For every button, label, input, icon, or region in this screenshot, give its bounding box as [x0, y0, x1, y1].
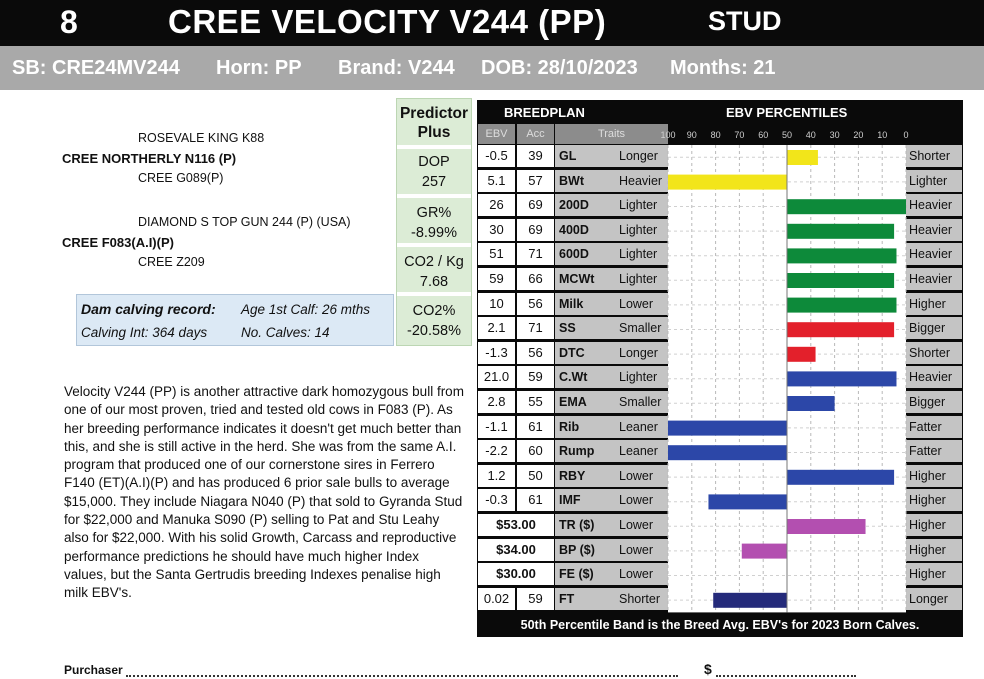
percentile-bar — [787, 273, 894, 288]
pedigree-dam: CREE F083(A.I)(P) — [62, 235, 174, 250]
percentile-bar — [787, 371, 896, 386]
col-traits: Traits — [555, 124, 668, 144]
lot-header — [0, 0, 984, 46]
trait-low-label: Lighter — [609, 194, 668, 216]
scale-tick-label: 10 — [877, 130, 888, 140]
stud-label: STUD — [708, 6, 782, 36]
trait-high-label: Fatter — [906, 440, 962, 462]
trait-high-label: Shorter — [906, 145, 962, 167]
purchaser-line — [126, 675, 678, 677]
price-label: $ — [704, 661, 712, 677]
trait-low-label: Lower — [609, 563, 668, 585]
trait-low-label: Lower — [609, 489, 668, 511]
ebv-value: 59 — [478, 268, 515, 290]
accuracy-value: 57 — [517, 170, 554, 192]
percentile-bar — [742, 544, 787, 559]
trait-name: EMA — [555, 391, 609, 413]
info-bar — [0, 46, 984, 90]
sb-number: SB: CRE24MV244 — [12, 57, 180, 79]
trait-high-label: Lighter — [906, 170, 962, 192]
co2-kg-cell: CO2 / Kg 7.68 — [397, 247, 471, 292]
trait-high-label: Fatter — [906, 416, 962, 438]
predictor-plus-panel — [396, 98, 472, 346]
percentile-bar — [787, 470, 894, 485]
ebv-value: 30 — [478, 219, 515, 241]
scale-tick-label: 100 — [660, 130, 676, 140]
dam-record-title: Dam calving record: — [81, 301, 216, 317]
scale-tick-label: 80 — [710, 130, 721, 140]
scale-tick-label: 30 — [829, 130, 840, 140]
ebv-value: -0.5 — [478, 145, 515, 167]
trait-low-label: Leaner — [609, 440, 668, 462]
trait-high-label: Heavier — [906, 366, 962, 388]
trait-name: IMF — [555, 489, 609, 511]
scale-tick-label: 40 — [805, 130, 816, 140]
percentile-bar — [787, 519, 866, 534]
trait-low-label: Lower — [609, 539, 668, 561]
pedigree-sire: CREE NORTHERLY N116 (P) — [62, 151, 237, 166]
trait-name: SS — [555, 317, 609, 339]
accuracy-value: 56 — [517, 293, 554, 315]
trait-high-label: Heavier — [906, 219, 962, 241]
trait-low-label: Lower — [609, 465, 668, 487]
trait-low-label: Shorter — [609, 588, 668, 610]
trait-high-label: Longer — [906, 588, 962, 610]
index-value: $30.00 — [478, 563, 554, 585]
percentile-bar — [787, 396, 835, 411]
accuracy-value: 50 — [517, 465, 554, 487]
accuracy-value: 39 — [517, 145, 554, 167]
trait-name: FT — [555, 588, 609, 610]
trait-low-label: Longer — [609, 145, 668, 167]
trait-name: TR ($) — [555, 514, 609, 536]
ebv-value: -2.2 — [478, 440, 515, 462]
lot-number: 8 — [60, 4, 78, 40]
accuracy-value: 71 — [517, 317, 554, 339]
accuracy-value: 66 — [517, 268, 554, 290]
trait-name: 400D — [555, 219, 609, 241]
dam-calving-record — [76, 294, 394, 346]
trait-name: BWt — [555, 170, 609, 192]
trait-low-label: Lower — [609, 514, 668, 536]
percentiles-label: EBV PERCENTILES — [726, 105, 848, 120]
trait-name: 200D — [555, 194, 609, 216]
percentile-bar — [787, 199, 906, 214]
scale-tick-label: 50 — [781, 130, 793, 140]
trait-low-label: Lighter — [609, 243, 668, 265]
col-acc: Acc — [517, 124, 554, 144]
scale-tick-label: 60 — [758, 130, 769, 140]
pedigree-sire-sire: ROSEVALE KING K88 — [138, 131, 265, 145]
age-first-calf: Age 1st Calf: 26 mths — [241, 302, 371, 317]
pedigree-sire-dam: CREE G089(P) — [138, 171, 224, 185]
scale-tick-label: 0 — [903, 130, 909, 140]
accuracy-value: 60 — [517, 440, 554, 462]
trait-name: DTC — [555, 342, 609, 364]
scale-tick-label: 70 — [734, 130, 745, 140]
accuracy-value: 71 — [517, 243, 554, 265]
ebv-value: 51 — [478, 243, 515, 265]
age-months: Months: 21 — [670, 57, 776, 79]
trait-low-label: Leaner — [609, 416, 668, 438]
percentile-bar — [787, 224, 894, 239]
index-value: $53.00 — [478, 514, 554, 536]
col-ebv: EBV — [478, 124, 515, 144]
bull-name: CREE VELOCITY V244 (PP) — [168, 3, 607, 40]
accuracy-value: 56 — [517, 342, 554, 364]
ebv-value: 2.1 — [478, 317, 515, 339]
trait-name: C.Wt — [555, 366, 609, 388]
trait-low-label: Heavier — [609, 170, 668, 192]
ebv-value: -1.1 — [478, 416, 515, 438]
index-value: $34.00 — [478, 539, 554, 561]
trait-name: FE ($) — [555, 563, 609, 585]
accuracy-value: 69 — [517, 194, 554, 216]
ebv-value: -0.3 — [478, 489, 515, 511]
percentile-bar — [713, 593, 787, 608]
trait-name: RBY — [555, 465, 609, 487]
trait-high-label: Bigger — [906, 317, 962, 339]
percentile-bar — [787, 248, 896, 263]
trait-low-label: Longer — [609, 342, 668, 364]
co2-pct-cell: CO2% -20.58% — [397, 296, 471, 345]
trait-low-label: Lighter — [609, 366, 668, 388]
trait-high-label: Heavier — [906, 194, 962, 216]
table-footnote: 50th Percentile Band is the Breed Avg. EBV's for 2023 Born Calves. — [520, 618, 920, 632]
ebv-value: 21.0 — [478, 366, 515, 388]
dop-cell: DOP 257 — [397, 149, 471, 194]
percentile-bar — [668, 175, 787, 190]
brand: Brand: V244 — [338, 57, 455, 79]
trait-high-label: Higher — [906, 514, 962, 536]
trait-name: Rump — [555, 440, 609, 462]
percentile-bar — [787, 150, 818, 165]
trait-low-label: Lighter — [609, 219, 668, 241]
percentile-bar — [787, 347, 816, 362]
accuracy-value: 59 — [517, 366, 554, 388]
percentile-bar — [668, 421, 787, 436]
ebv-value: 1.2 — [478, 465, 515, 487]
percentile-bar — [787, 322, 894, 337]
number-of-calves: No. Calves: 14 — [241, 325, 330, 340]
trait-high-label: Heavier — [906, 243, 962, 265]
trait-low-label: Lighter — [609, 268, 668, 290]
trait-high-label: Bigger — [906, 391, 962, 413]
ebv-percentile-chart — [668, 145, 906, 613]
pedigree-dam-dam: CREE Z209 — [138, 255, 205, 269]
accuracy-value: 55 — [517, 391, 554, 413]
pedigree-dam-sire: DIAMOND S TOP GUN 244 (P) (USA) — [138, 215, 351, 229]
trait-high-label: Higher — [906, 489, 962, 511]
accuracy-value: 69 — [517, 219, 554, 241]
ebv-value: 2.8 — [478, 391, 515, 413]
accuracy-value: 61 — [517, 416, 554, 438]
ebv-value: -1.3 — [478, 342, 515, 364]
date-of-birth: DOB: 28/10/2023 — [481, 57, 638, 79]
trait-high-label: Higher — [906, 563, 962, 585]
ebv-value: 10 — [478, 293, 515, 315]
breedplan-label: BREEDPLAN — [504, 105, 585, 120]
percentile-bar — [787, 298, 896, 313]
gr-cell: GR% -8.99% — [397, 198, 471, 243]
horn-status: Horn: PP — [216, 57, 302, 79]
percentile-scale — [660, 124, 962, 144]
percentile-scale-ticks — [660, 124, 962, 144]
ebv-value: 0.02 — [478, 588, 515, 610]
trait-high-label: Shorter — [906, 342, 962, 364]
scale-tick-label: 90 — [686, 130, 697, 140]
trait-high-label: Higher — [906, 293, 962, 315]
trait-name: MCWt — [555, 268, 609, 290]
ebv-value: 5.1 — [478, 170, 515, 192]
ebv-value: 26 — [478, 194, 515, 216]
bull-description: Velocity V244 (PP) is another attractive dark homozygous bull from one of our most proven, tried and tested old cows in F083 (P). As her breeding performance indicates it doesn't get much better than this, and she is still active in the herd. She was from the same A.I. program that produced one of our cornerstone sires in Ferrero F140 (ET)(A.I)(P) and has produced 6 prior sale bulls to average $15,000. They include Niagara N040 (P) that sold to Gyranda Stud for $22,000 and Manuka S090 (P) selling to Pat and Stu Leahy also for $22,000. With his solid Growth, Carcass and reproductive performance predictions he should have much higher Index values, but the Santa Gertrudis breeding Indexes penalise high milk EBV's. — [64, 384, 464, 601]
purchaser-label: Purchaser — [64, 663, 123, 677]
scale-tick-label: 20 — [853, 130, 864, 140]
accuracy-value: 59 — [517, 588, 554, 610]
price-line — [716, 675, 856, 677]
trait-high-label: Higher — [906, 465, 962, 487]
predictor-title: Predictor Plus — [397, 99, 471, 145]
trait-high-label: Heavier — [906, 268, 962, 290]
calving-interval: Calving Int: 364 days — [81, 325, 208, 340]
trait-name: BP ($) — [555, 539, 609, 561]
accuracy-value: 61 — [517, 489, 554, 511]
trait-name: Rib — [555, 416, 609, 438]
trait-low-label: Smaller — [609, 391, 668, 413]
percentile-bar — [668, 445, 787, 460]
trait-low-label: Lower — [609, 293, 668, 315]
trait-name: 600D — [555, 243, 609, 265]
trait-name: Milk — [555, 293, 609, 315]
trait-high-label: Higher — [906, 539, 962, 561]
trait-low-label: Smaller — [609, 317, 668, 339]
trait-name: GL — [555, 145, 609, 167]
percentile-bar — [708, 494, 787, 509]
